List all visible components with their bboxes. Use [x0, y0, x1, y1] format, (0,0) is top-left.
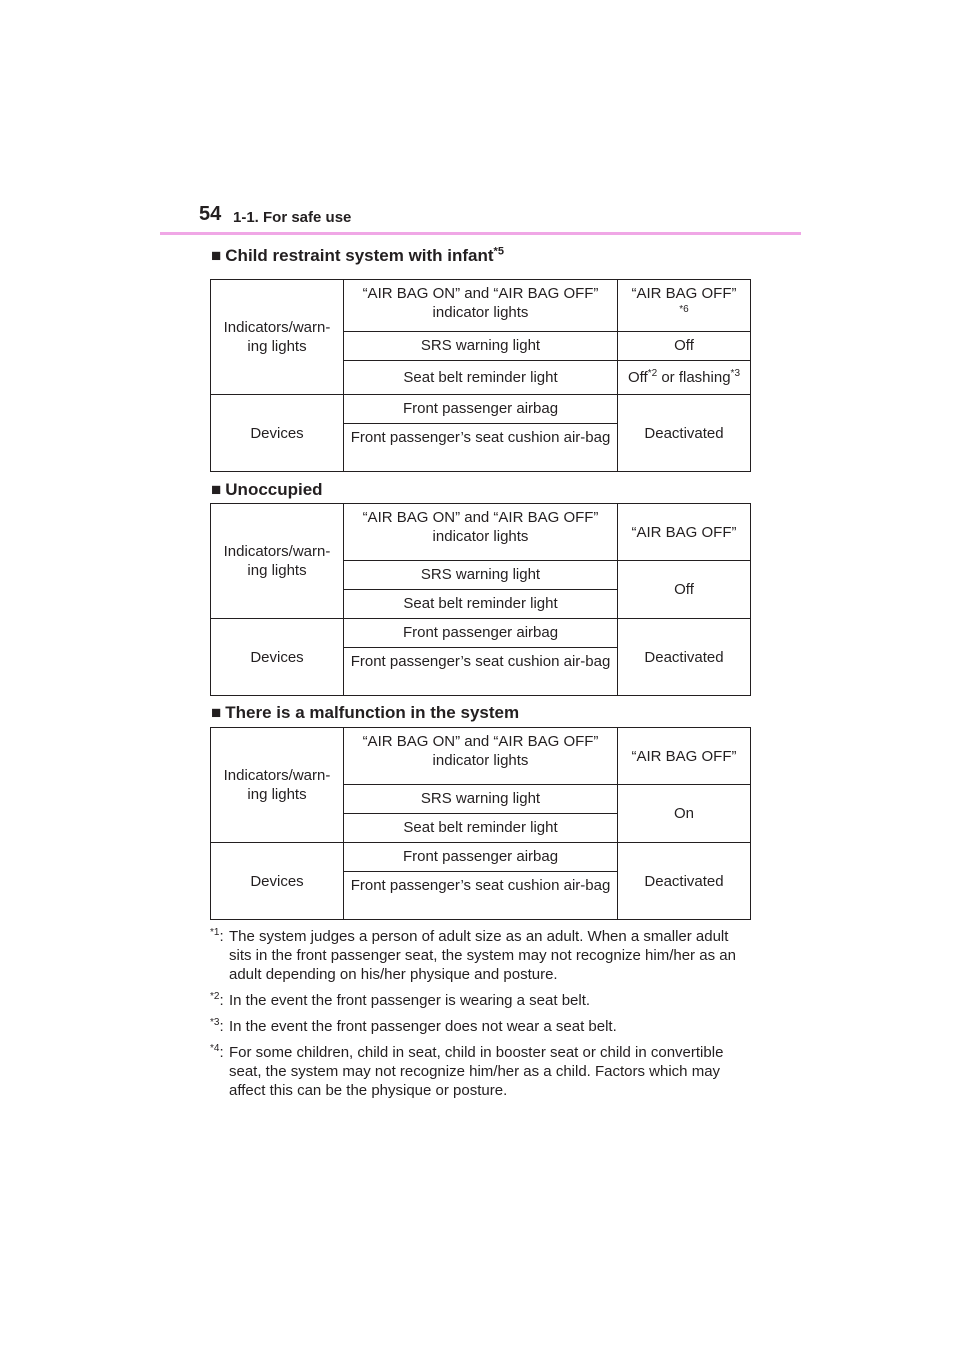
footnote-text: In the event the front passenger is wearing a seat belt. — [229, 992, 591, 1009]
footnote-mark: $^{*1}$: — [210, 927, 224, 945]
srs-value-cell: Off — [618, 332, 751, 361]
seat-belt-value-cell — [618, 361, 751, 395]
footnote-mark-text: *2 — [210, 991, 220, 1002]
footnote-text: The system judges a person of adult size as an adult. When a smaller adult sits in the front passenger seat, the system may not recognize him/her as an adult depending on his/her physique and posture. — [229, 928, 736, 983]
section-title: 1-1. For safe use — [233, 209, 352, 226]
section-heading-unoccupied — [211, 480, 323, 500]
footnote — [210, 927, 755, 984]
square-bullet-icon: ■ — [211, 703, 222, 722]
heading-text: Unoccupied — [225, 480, 323, 499]
seat-belt-reminder-cell: Seat belt reminder light — [344, 590, 618, 619]
seat-cushion-airbag-cell: Front passenger’s seat cushion air-bag — [344, 424, 618, 472]
table-row — [211, 728, 751, 785]
seat-cushion-airbag-cell: Front passenger’s seat cushion air-bag — [344, 648, 618, 696]
srs-warning-cell: SRS warning light — [344, 561, 618, 590]
section-heading-malfunction — [211, 703, 519, 723]
value-footnote-ref: *3 — [730, 368, 740, 379]
table-infant — [210, 279, 751, 472]
indicator-lights-cell: “AIR BAG ON” and “AIR BAG OFF” indicator lights — [344, 280, 618, 332]
value-text: or flashing — [657, 369, 731, 386]
front-airbag-cell: Front passenger airbag — [344, 843, 618, 872]
footnote-mark: $^{*4}$: — [210, 1043, 224, 1061]
table-row — [211, 843, 751, 872]
value-text: Off — [627, 369, 648, 386]
table-row — [211, 619, 751, 648]
front-airbag-cell: Front passenger airbag — [344, 619, 618, 648]
heading-footnote-ref: *5 — [493, 245, 504, 258]
indicator-lights-cell: “AIR BAG ON” and “AIR BAG OFF” indicator lights — [344, 504, 618, 561]
devices-label-cell: Devices — [211, 395, 344, 472]
footnote — [210, 1043, 755, 1100]
table-row — [211, 280, 751, 332]
square-bullet-icon: ■ — [211, 480, 222, 499]
table-unoccupied — [210, 503, 751, 696]
indicators-label-cell: Indicators/warn-ing lights — [211, 728, 344, 843]
air-bag-off-value-cell: “AIR BAG OFF” — [618, 728, 751, 785]
devices-value-cell: Deactivated — [618, 843, 751, 920]
seat-cushion-airbag-cell: Front passenger’s seat cushion air-bag — [344, 872, 618, 920]
footnote-mark-text: *4 — [210, 1043, 220, 1054]
devices-value-cell: Deactivated — [618, 395, 751, 472]
indicator-lights-cell: “AIR BAG ON” and “AIR BAG OFF” indicator lights — [344, 728, 618, 785]
square-bullet-icon: ■ — [211, 246, 222, 265]
footnote-mark: $^{*3}$: — [210, 1017, 224, 1035]
page-number: 54 — [199, 203, 222, 225]
indicators-label-cell: Indicators/warn-ing lights — [211, 504, 344, 619]
header-rule — [160, 232, 801, 235]
devices-value-cell: Deactivated — [618, 619, 751, 696]
srs-seat-belt-value-cell: Off — [618, 561, 751, 619]
heading-text: Child restraint system with infant — [225, 246, 494, 265]
table-malfunction — [210, 727, 751, 920]
footnote-text: For some children, child in seat, child in booster seat or child in convertible seat, the system may not recognize him/her as a child. Factors which may affect this can be the physique or posture. — [229, 1044, 724, 1099]
footnote-text: In the event the front passenger does not wear a seat belt. — [229, 1018, 617, 1035]
air-bag-off-value-cell — [618, 280, 751, 332]
section-heading-infant — [211, 246, 504, 266]
srs-seat-belt-value-cell: On — [618, 785, 751, 843]
footnote-mark-text: *3 — [210, 1017, 220, 1028]
footnote-mark: $^{*2}$: — [210, 991, 224, 1009]
footnote — [210, 991, 755, 1010]
footnote — [210, 1017, 755, 1036]
srs-warning-cell: SRS warning light — [344, 332, 618, 361]
table-row — [211, 395, 751, 424]
air-bag-off-value-cell: “AIR BAG OFF” — [618, 504, 751, 561]
seat-belt-reminder-cell: Seat belt reminder light — [344, 361, 618, 395]
indicators-label-cell: Indicators/warn-ing lights — [211, 280, 344, 395]
devices-label-cell: Devices — [211, 843, 344, 920]
srs-warning-cell: SRS warning light — [344, 785, 618, 814]
front-airbag-cell: Front passenger airbag — [344, 395, 618, 424]
seat-belt-reminder-cell: Seat belt reminder light — [344, 814, 618, 843]
value-text: “AIR BAG OFF” — [631, 285, 737, 302]
heading-text: There is a malfunction in the system — [225, 703, 520, 722]
devices-label-cell: Devices — [211, 619, 344, 696]
footnote-mark-text: *1 — [210, 927, 220, 938]
table-row — [211, 504, 751, 561]
value-footnote-ref: *6 — [679, 304, 689, 315]
footnotes — [210, 927, 755, 1107]
value-footnote-ref: *2 — [647, 368, 658, 379]
